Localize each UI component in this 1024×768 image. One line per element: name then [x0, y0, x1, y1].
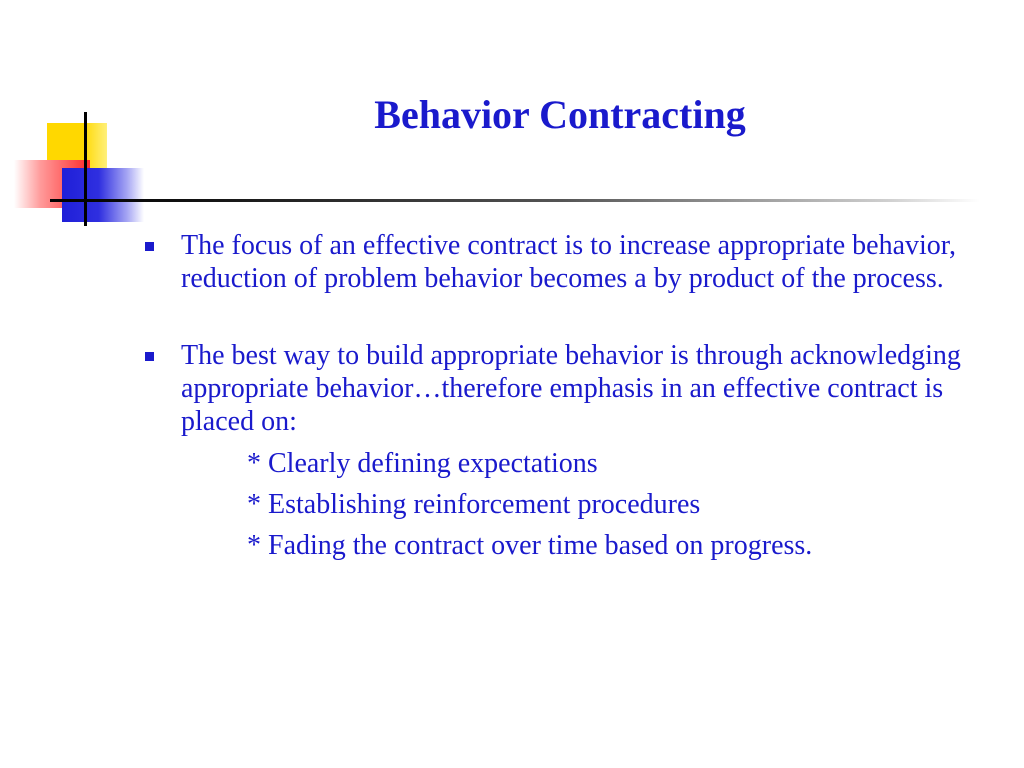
sub-item: * Fading the contract over time based on progress. — [247, 530, 813, 561]
slide-title: Behavior Contracting — [374, 92, 746, 137]
decorative-vertical-line — [84, 112, 87, 226]
square-bullet-icon — [145, 242, 154, 251]
bullet-item-1 — [140, 229, 1010, 295]
title-divider-line — [50, 199, 980, 202]
decorative-blue-square — [62, 168, 144, 222]
square-bullet-icon — [145, 352, 154, 361]
sub-item-list — [181, 443, 1010, 566]
bullet-list — [140, 229, 1010, 566]
bullet-text: The focus of an effective contract is to increase appropriate behavior, reduction of problem behavior becomes a by product of the process. — [181, 230, 957, 294]
bullet-item-2 — [140, 339, 1010, 566]
sub-item: * Clearly defining expectations — [247, 448, 598, 479]
bullet-text: The best way to build appropriate behavior is through acknowledging appropriate behavior…therefore emphasis in an effective contract is placed on: — [181, 340, 961, 437]
sub-item: * Establishing reinforcement procedures — [247, 489, 701, 520]
